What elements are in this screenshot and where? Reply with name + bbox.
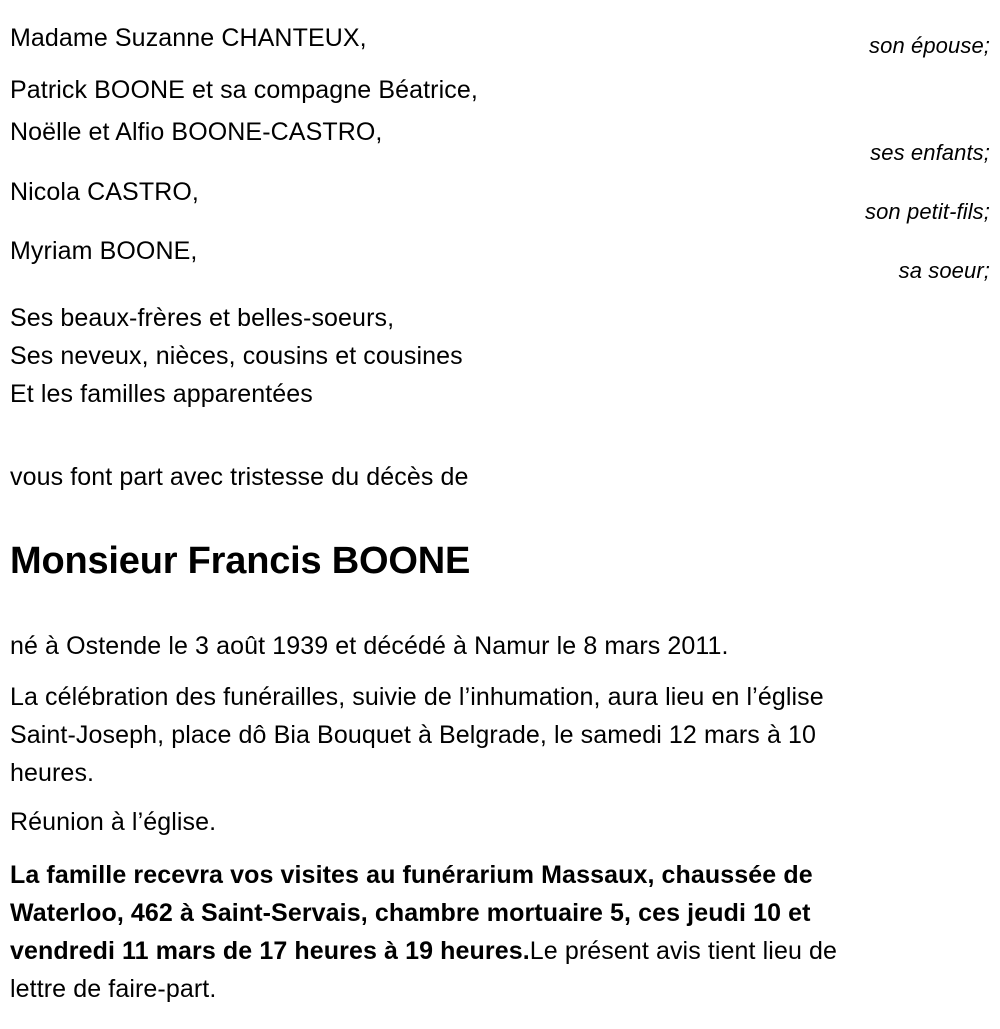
extended-family-line-3: Et les familles apparentées: [10, 380, 313, 408]
relation-label-spouse: son épouse;: [869, 33, 990, 58]
gathering-line: Réunion à l’église.: [10, 808, 217, 836]
family-name-line-5: Myriam BOONE,: [10, 237, 198, 265]
extended-family-line-1: Ses beaux-frères et belles-soeurs,: [10, 304, 395, 332]
deceased-name-heading: Monsieur Francis BOONE: [10, 540, 471, 582]
visits-paragraph: [10, 856, 866, 1008]
family-name-line-1: Madame Suzanne CHANTEUX,: [10, 24, 367, 52]
family-name-line-4: Nicola CASTRO,: [10, 178, 199, 206]
relation-label-grandson: son petit-fils;: [865, 199, 990, 224]
announcement-intro: vous font part avec tristesse du décès de: [10, 463, 469, 491]
relation-label-sister: sa soeur;: [898, 258, 990, 283]
relation-label-children: ses enfants;: [870, 140, 990, 165]
family-name-line-2: Patrick BOONE et sa compagne Béatrice,: [10, 76, 478, 104]
visits-bold-text: La famille recevra vos visites au funérarium Massaux, chaussée de Waterloo, 462 à Saint-Servais, chambre mortuaire 5, ces jeudi 10 et vendredi 11 mars de 17 heures à 19 heures.: [10, 861, 813, 965]
birth-death-line: né à Ostende le 3 août 1939 et décédé à Namur le 8 mars 2011.: [10, 632, 729, 660]
visits-tail-text: Le présent avis tient lieu de lettre de faire-part.: [10, 937, 838, 1003]
extended-family-line-2: Ses neveux, nièces, cousins et cousines: [10, 342, 463, 370]
ceremony-paragraph: La célébration des funérailles, suivie de l’inhumation, aura lieu en l’église Saint-Joseph, place dô Bia Bouquet à Belgrade, le samedi 12 mars à 10 heures.: [10, 683, 824, 787]
family-name-line-3: Noëlle et Alfio BOONE-CASTRO,: [10, 118, 383, 146]
